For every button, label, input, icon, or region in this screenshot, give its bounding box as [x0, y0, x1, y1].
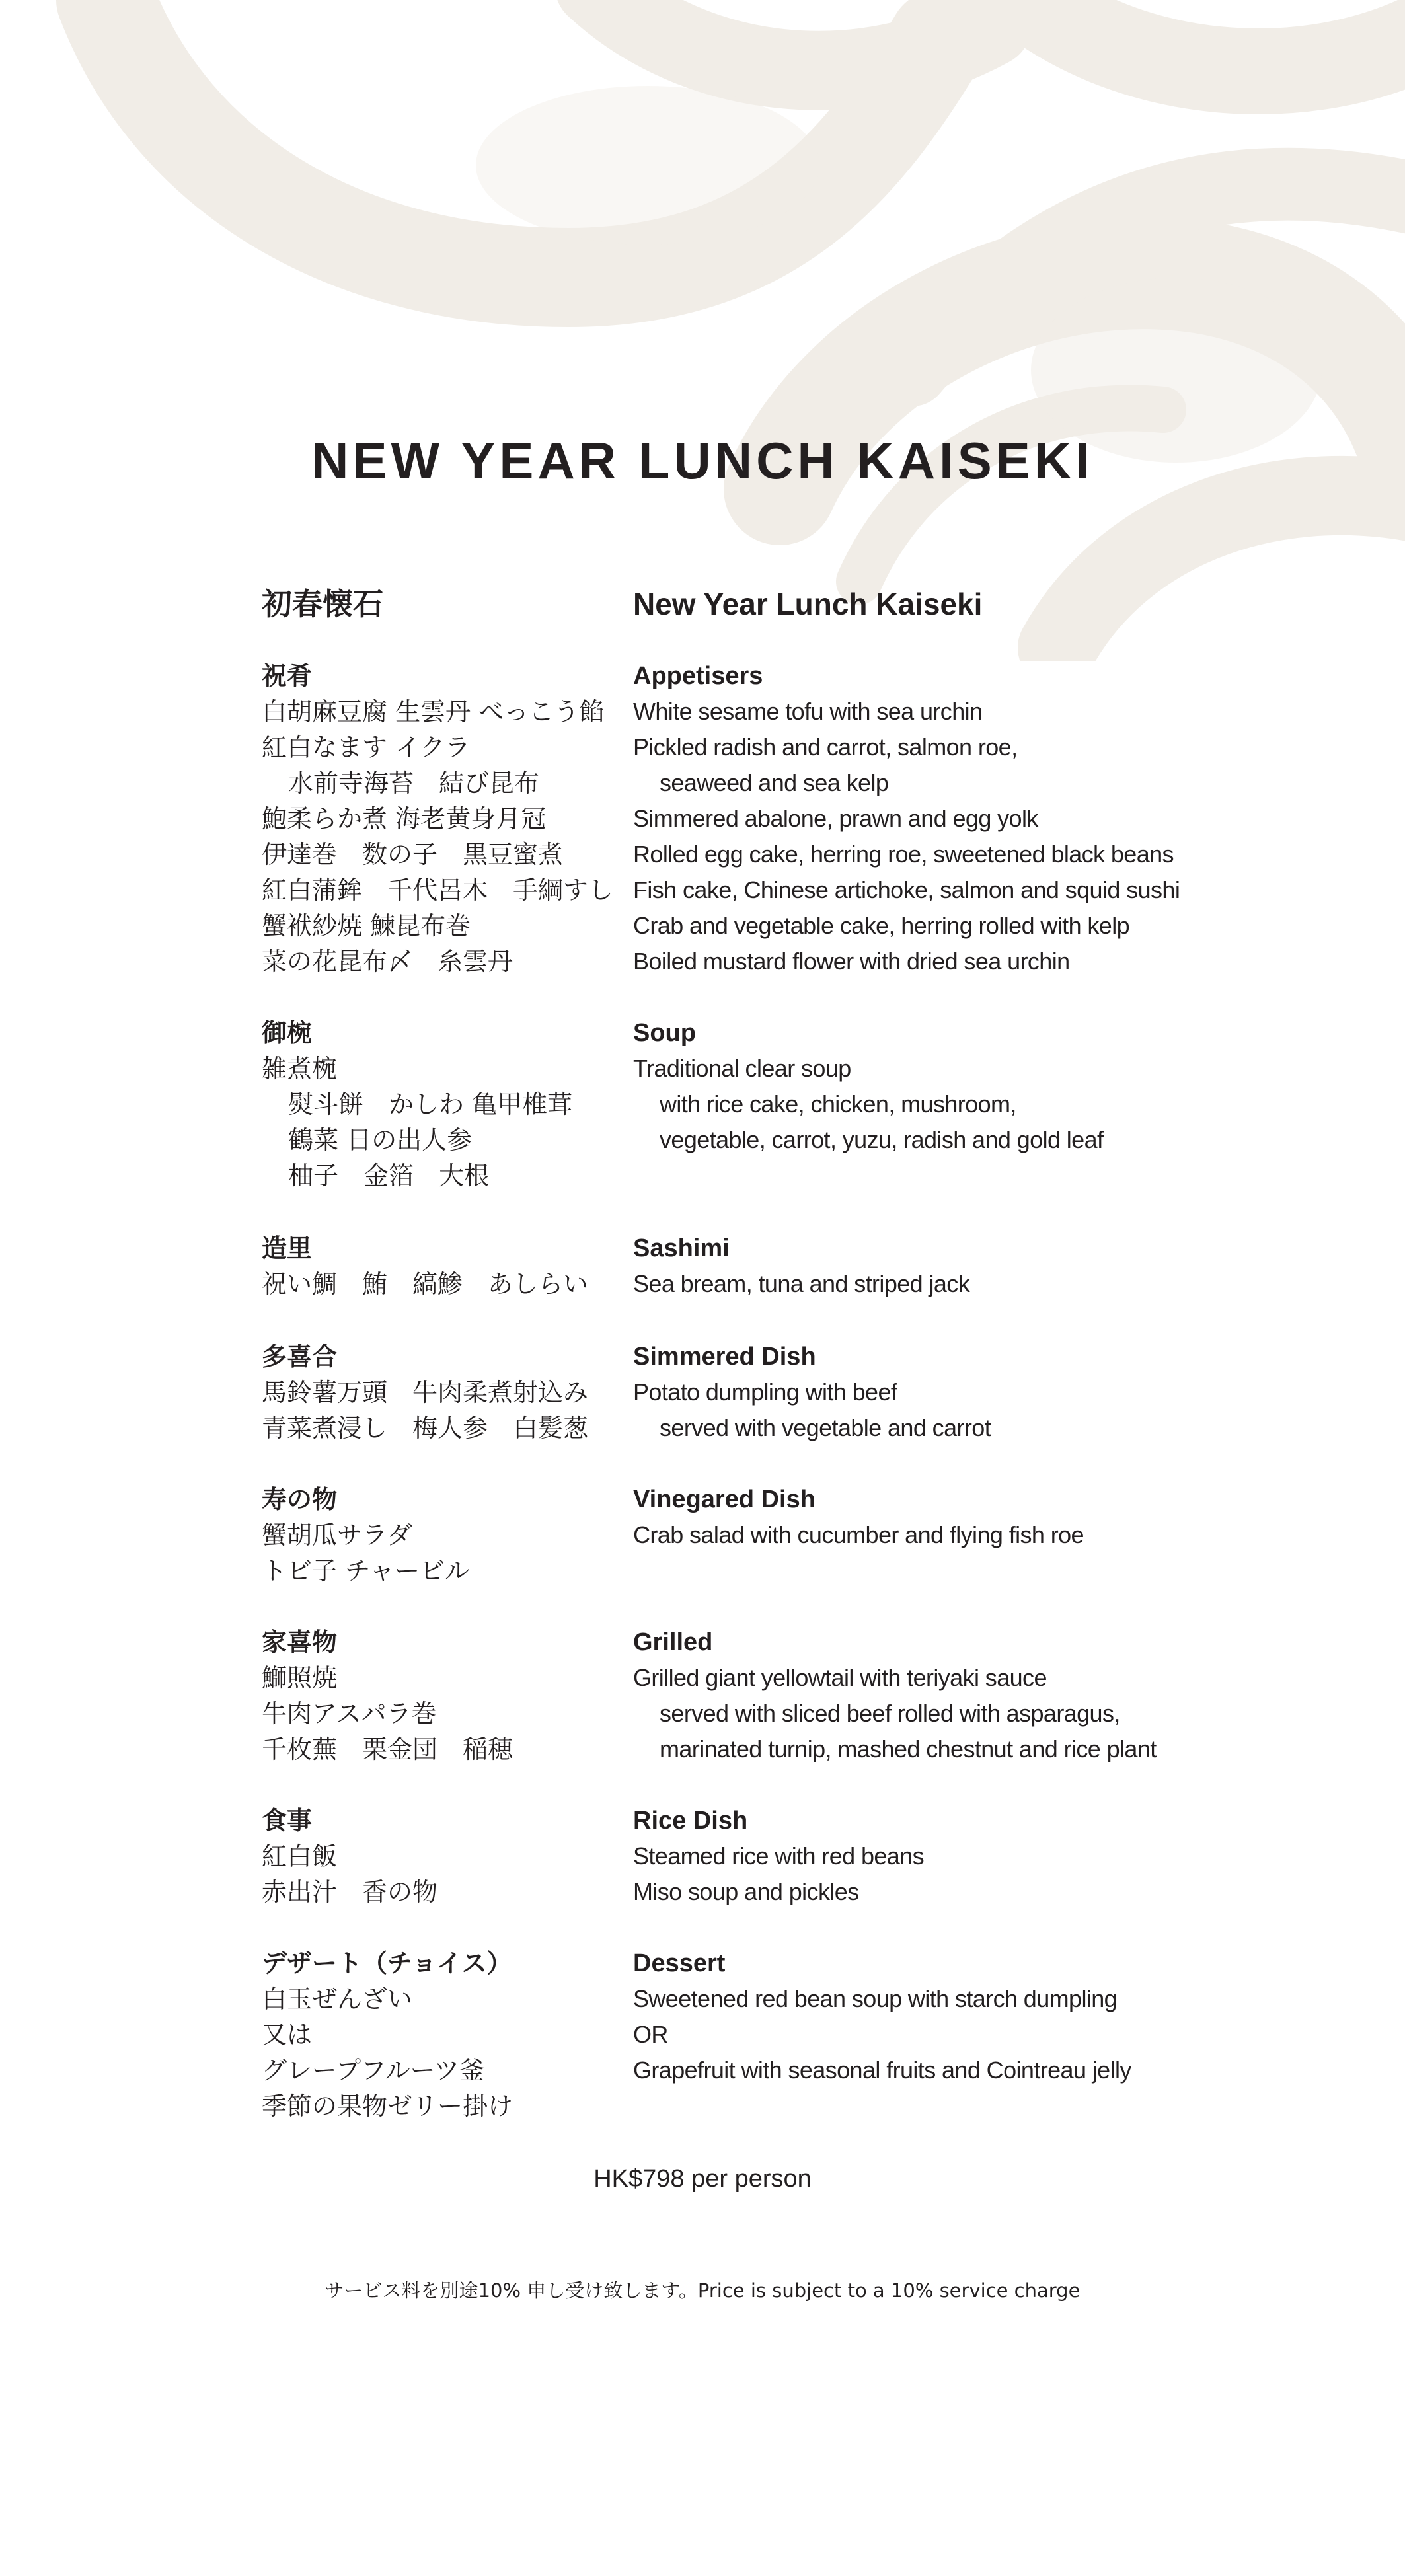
en-section-rice	[633, 1803, 1228, 1910]
menu-line: 又は	[262, 2020, 313, 2049]
jp-section-dessert	[262, 1946, 619, 2124]
menu-line: 赤出汁 香の物	[262, 1877, 438, 1907]
section-title: Dessert	[633, 1950, 726, 1977]
menu-line: 蟹袱紗焼 鰊昆布巻	[262, 911, 471, 940]
menu-line: seaweed and sea kelp	[660, 769, 889, 796]
menu-line: 白玉ぜんざい	[262, 1985, 413, 2014]
section-title: 寿の物	[262, 1485, 338, 1514]
section-title: Appetisers	[633, 662, 763, 690]
menu-line: 鮑柔らか煮 海老黄身月冠	[262, 804, 547, 833]
menu-line: 祝い鯛 鮪 縞鯵 あしらい	[262, 1269, 589, 1299]
menu-line: White sesame tofu with sea urchin	[633, 698, 983, 725]
section-title: 御椀	[262, 1018, 313, 1047]
menu-line: 熨斗餅 かしわ 亀甲椎茸	[288, 1090, 573, 1119]
menu-line: 蟹胡瓜サラダ	[262, 1521, 412, 1550]
jp-section-vinegared	[262, 1482, 619, 1589]
menu-line: トビ子 チャービル	[262, 1556, 470, 1585]
menu-line: 紅白蒲鉾 千代呂木 手綱すし	[262, 876, 614, 905]
section-title: 造里	[262, 1234, 313, 1263]
price-per-person: HK$798 per person	[593, 2165, 812, 2193]
service-charge-note: サービス料を別途10% 申し受け致します。Price is subject to a 10% service charge	[324, 2279, 1081, 2302]
section-title: デザート（チョイス）	[262, 1949, 512, 1978]
jp-section-rice	[262, 1803, 619, 1910]
menu-line: グレープフルーツ釜	[262, 2056, 485, 2085]
page-title: NEW YEAR LUNCH KAISEKI	[311, 432, 1094, 490]
jp-section-soup	[262, 1015, 619, 1193]
section-title: 家喜物	[262, 1628, 338, 1657]
menu-line: Miso soup and pickles	[633, 1878, 859, 1905]
menu-line: marinated turnip, mashed chestnut and rice plant	[660, 1735, 1157, 1762]
jp-section-grilled	[262, 1624, 619, 1767]
menu-line: 紅白なます イクラ	[262, 733, 471, 762]
menu-line: vegetable, carrot, yuzu, radish and gold leaf	[660, 1126, 1104, 1153]
section-title: Simmered Dish	[633, 1343, 816, 1371]
menu-line: served with sliced beef rolled with asparagus,	[660, 1700, 1120, 1727]
jp-section-simmered	[262, 1339, 619, 1446]
menu-line: 鰤照焼	[262, 1663, 338, 1692]
en-section-vinegared	[633, 1482, 1228, 1553]
menu-line: Traditional clear soup	[633, 1055, 851, 1082]
menu-line: Potato dumpling with beef	[633, 1379, 897, 1406]
menu-line: OR	[633, 2021, 668, 2048]
menu-line: 柚子 金箔 大根	[288, 1161, 490, 1190]
menu-line: Simmered abalone, prawn and egg yolk	[633, 805, 1038, 832]
menu-line: 馬鈴薯万頭 牛肉柔煮射込み	[262, 1378, 589, 1407]
menu-english-column	[633, 583, 1228, 2084]
menu-line: Steamed rice with red beans	[633, 1842, 925, 1870]
menu-line: Rolled egg cake, herring roe, sweetened black beans	[633, 841, 1174, 868]
menu-japanese-column	[262, 583, 619, 2121]
en-section-grilled	[633, 1624, 1228, 1767]
section-title: Grilled	[633, 1628, 713, 1656]
menu-line: Crab and vegetable cake, herring rolled with kelp	[633, 912, 1130, 939]
section-title: Sashimi	[633, 1234, 730, 1262]
menu-line: Sweetened red bean soup with starch dumpling	[633, 1985, 1118, 2012]
menu-line: 雑煮椀	[262, 1054, 338, 1083]
jp-section-sashimi	[262, 1231, 619, 1302]
menu-line: 水前寺海苔 結び昆布	[288, 769, 540, 798]
menu-line: 菜の花昆布〆 糸雲丹	[262, 947, 513, 976]
section-title: Soup	[633, 1019, 696, 1047]
jp-section-appetisers	[262, 658, 619, 979]
menu-line: 牛肉アスパラ巻	[262, 1699, 437, 1728]
menu-line: 紅白飯	[262, 1842, 338, 1871]
menu-line: 伊達巻 数の子 黒豆蜜煮	[262, 840, 564, 869]
menu-line: Pickled radish and carrot, salmon roe,	[633, 734, 1018, 761]
en-section-sashimi	[633, 1231, 1228, 1302]
menu-line: served with vegetable and carrot	[660, 1414, 991, 1441]
english-menu-heading: New Year Lunch Kaiseki	[633, 587, 983, 621]
en-section-appetisers	[633, 658, 1228, 979]
brush-swirl-background	[0, 0, 1405, 661]
section-title: Vinegared Dish	[633, 1486, 816, 1513]
menu-line: 季節の果物ゼリー掛け	[262, 2092, 513, 2121]
menu-line: Crab salad with cucumber and flying fish roe	[633, 1521, 1084, 1548]
section-title: 多喜合	[262, 1342, 338, 1371]
section-title: 祝肴	[262, 662, 313, 691]
menu-line: Sea bream, tuna and striped jack	[633, 1270, 970, 1297]
menu-line: Boiled mustard flower with dried sea urchin	[633, 948, 1070, 975]
menu-line: 青菜煮浸し 梅人参 白髪葱	[262, 1414, 589, 1443]
en-section-simmered	[633, 1339, 1228, 1446]
menu-line: 白胡麻豆腐 生雲丹 べっこう餡	[262, 697, 605, 726]
en-section-dessert	[633, 1946, 1228, 2088]
menu-line: Grapefruit with seasonal fruits and Cointreau jelly	[633, 2057, 1131, 2084]
menu-line: with rice cake, chicken, mushroom,	[660, 1090, 1016, 1118]
menu-line: Fish cake, Chinese artichoke, salmon and squid sushi	[633, 876, 1180, 903]
en-section-soup	[633, 1015, 1228, 1158]
menu-line: 千枚蕪 栗金団 稲穂	[262, 1735, 513, 1764]
section-title: 食事	[262, 1806, 313, 1835]
menu-line: Grilled giant yellowtail with teriyaki sauce	[633, 1664, 1047, 1691]
section-title: Rice Dish	[633, 1807, 748, 1835]
menu-line: 鶴菜 日の出人参	[288, 1125, 473, 1155]
japanese-menu-heading: 初春懐石	[262, 586, 383, 622]
